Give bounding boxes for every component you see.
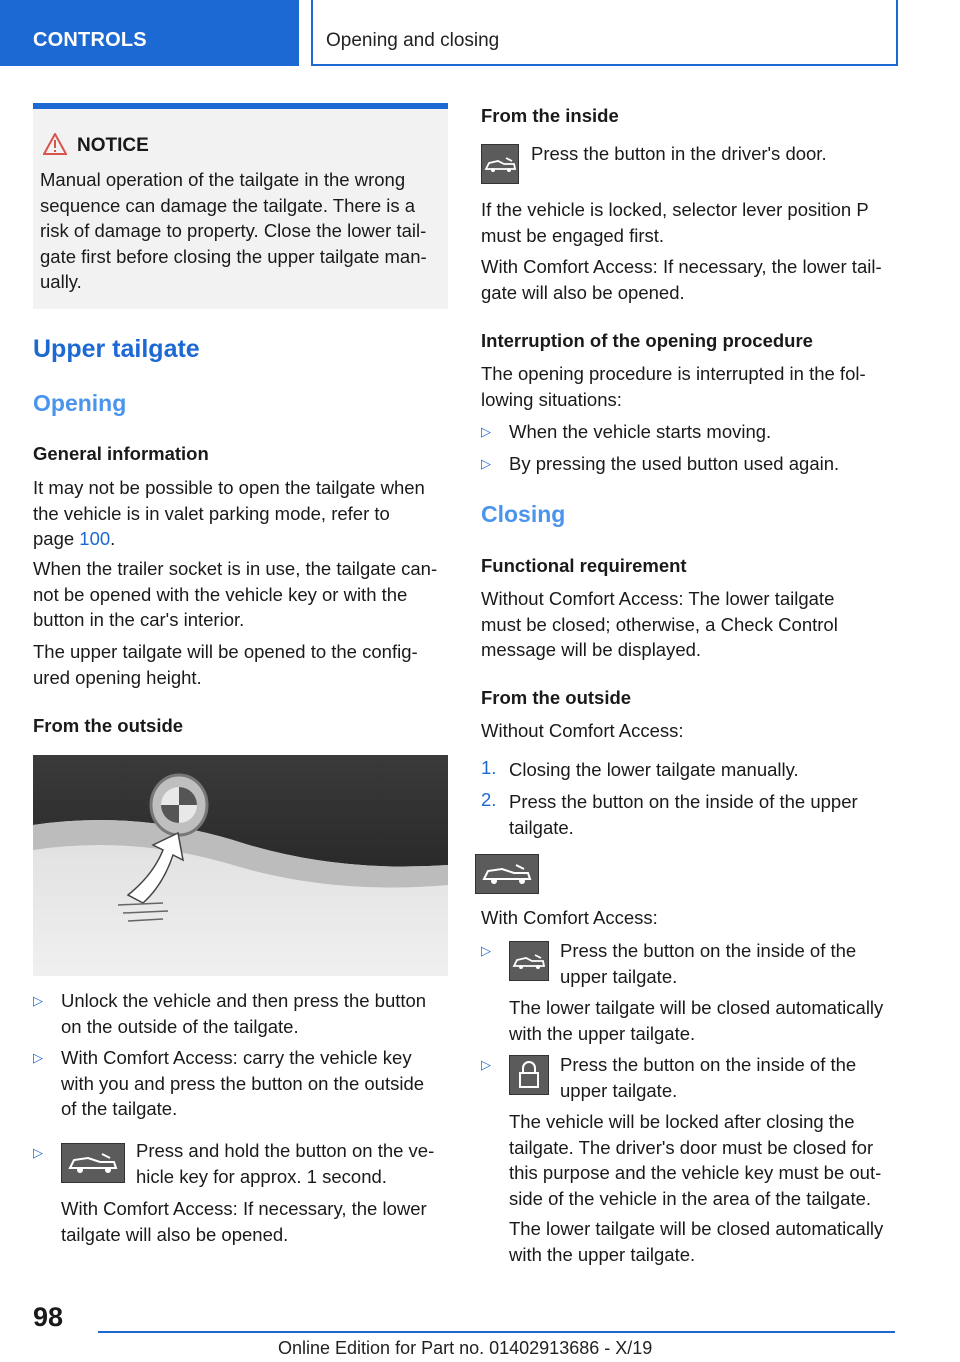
heading-closing: Closing	[481, 501, 566, 527]
trailer-socket-text: When the trailer socket is in use, the tailgate can- not be opened with the vehicle key or with the button in the car's interior.	[33, 558, 438, 630]
step-number: 1.	[481, 757, 497, 778]
outside-step-2: With Comfort Access: carry the vehicle key with you and press the button on the outside of the tailgate.	[61, 1047, 425, 1119]
footer-rule	[98, 1331, 895, 1333]
bullet-icon: ▷	[481, 1057, 491, 1072]
heading-upper-tailgate: Upper tailgate	[33, 335, 200, 363]
car-tailgate-close-icon	[475, 854, 539, 894]
bullet-icon: ▷	[481, 456, 491, 471]
heading-opening: Opening	[33, 390, 127, 416]
comfort-step-2: Press the button on the inside of the upper tailgate.	[560, 1054, 857, 1101]
footer-edition: Online Edition for Part no. 01402913686 - X/19	[278, 1338, 653, 1358]
bullet-icon: ▷	[33, 1050, 43, 1065]
heading-general-information: General information	[33, 443, 209, 464]
inside-text: Press the button in the driver's door.	[531, 143, 827, 164]
notice-text: Manual operation of the tailgate in the wrong sequence can damage the tailgate. There is a risk of damage to property. Close the lower tail- gate first before closing the upper tailgate man- ually.	[40, 169, 427, 292]
notice-box	[33, 103, 448, 309]
section-title: CONTROLS	[33, 29, 147, 51]
comfort-step-1-result: The lower tailgate will be closed automatically with the upper tailgate.	[509, 997, 884, 1044]
key-comfort-text: With Comfort Access: If necessary, the lower tailgate will also be opened.	[61, 1198, 427, 1245]
warning-icon	[43, 133, 67, 155]
closing-step-1: Closing the lower tailgate manually.	[509, 759, 799, 780]
car-tailgate-door-icon	[481, 144, 519, 184]
closing-step-2: Press the button on the inside of the upper tailgate.	[509, 791, 858, 838]
car-tailgate-key-icon	[61, 1143, 125, 1183]
bullet-icon: ▷	[33, 1145, 43, 1160]
bullet-icon: ▷	[481, 424, 491, 439]
chapter-header	[311, 0, 898, 66]
comfort-step-2-auto-close: The lower tailgate will be closed automatically with the upper tailgate.	[509, 1218, 884, 1265]
general-info-text: It may not be possible to open the tailgate when the vehicle is in valet parking mode, refer to page 100.	[33, 477, 425, 549]
page-link[interactable]: 100	[79, 528, 111, 549]
key-hold-text: Press and hold the button on the ve- hicle key for approx. 1 second.	[136, 1140, 435, 1187]
functional-requirement-text: Without Comfort Access: The lower tailgate must be closed; otherwise, a Check Control message will be displayed.	[481, 588, 838, 660]
without-comfort-label: Without Comfort Access:	[481, 720, 684, 741]
outside-step-1: Unlock the vehicle and then press the button on the outside of the tailgate.	[61, 990, 427, 1037]
notice-title: NOTICE	[77, 135, 149, 156]
bullet-icon: ▷	[33, 993, 43, 1008]
heading-from-outside: From the outside	[33, 715, 184, 736]
heading-closing-from-outside: From the outside	[481, 687, 632, 708]
opening-height-text: The upper tailgate will be opened to the config- ured opening height.	[33, 641, 418, 688]
interruption-item-2: By pressing the used button used again.	[509, 453, 840, 474]
step-number: 2.	[481, 789, 497, 810]
interruption-text: The opening procedure is interrupted in the fol- lowing situations:	[481, 363, 866, 410]
lock-icon	[509, 1055, 549, 1095]
with-comfort-label: With Comfort Access:	[481, 907, 658, 928]
comfort-inside-text: With Comfort Access: If necessary, the lower tail- gate will also be opened.	[481, 256, 882, 303]
heading-interruption: Interruption of the opening procedure	[481, 330, 813, 351]
page-number: 98	[33, 1302, 64, 1332]
heading-from-inside: From the inside	[481, 105, 619, 126]
heading-functional-requirement: Functional requirement	[481, 555, 687, 576]
interruption-item-1: When the vehicle starts moving.	[509, 421, 772, 442]
comfort-step-2-result: The vehicle will be locked after closing the tailgate. The driver's door must be closed for this purpose and the vehicle key must be out- side of the vehicle in the area of the tailgate.	[509, 1111, 882, 1209]
chapter-title: Opening and closing	[326, 30, 500, 51]
car-tailgate-close-icon	[509, 941, 549, 981]
tailgate-button-photo	[33, 755, 448, 976]
comfort-step-1: Press the button on the inside of the upper tailgate.	[560, 940, 857, 987]
bullet-icon: ▷	[481, 943, 491, 958]
locked-text: If the vehicle is locked, selector lever position P must be engaged first.	[481, 199, 869, 246]
chapter-tab	[0, 0, 299, 66]
